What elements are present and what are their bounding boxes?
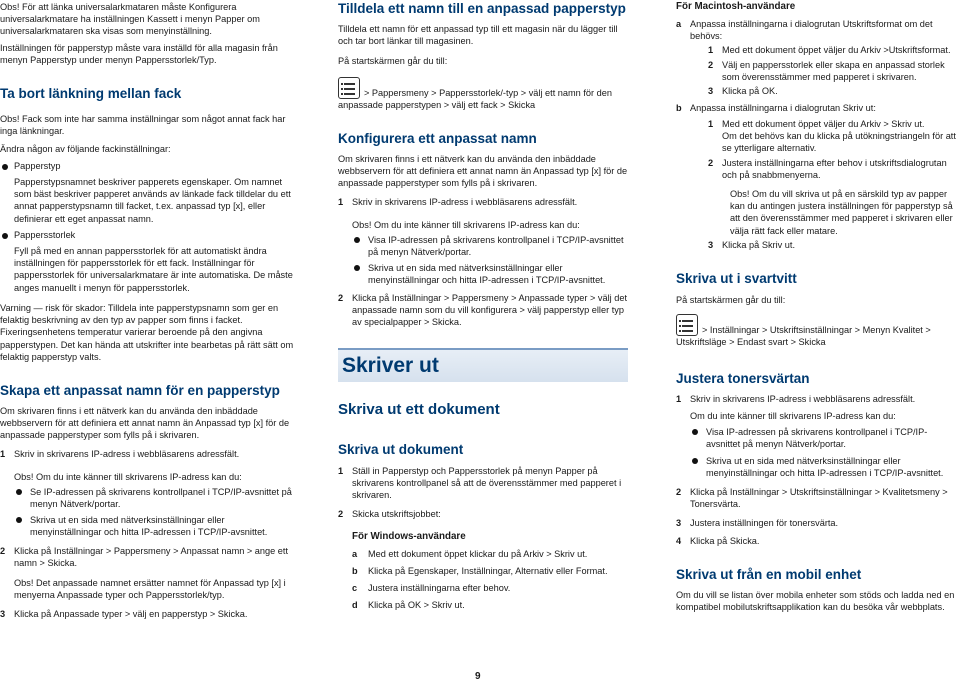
ip-bullet-2: Skriva ut en sida med nätverksinställningar eller menyinställningar och hitta IP-adressen i TCP/IP-avsnittet. — [30, 515, 268, 538]
step-number: 1 — [338, 466, 344, 476]
configure-desc: Om skrivaren finns i ett nätverk kan du använda den inbäddade webbservern för att definiera ett annat namn än Anpassad typ [x] för de anpassade papperstyper som fylls på i skrivaren. — [338, 154, 628, 189]
mac-step-a: Anpassa inställningarna i dialogrutan Utskriftsformat om det behövs: — [690, 19, 933, 42]
step-letter: a — [352, 549, 358, 559]
custom-name-desc: Om skrivaren finns i ett nätverk kan du använda den inbäddade webbservern för att definiera ett annat namn än Anpassad typ [x] för de anpassade papperstyper som fylls på i skrivaren. — [0, 406, 290, 441]
mac-step-a3: Klicka på OK. — [722, 86, 778, 96]
page-number: 9 — [475, 671, 481, 682]
windows-step-c: Justera inställningarna efter behov. — [368, 583, 511, 593]
toner-step-3: Justera inställningen för tonersvärta. — [690, 518, 839, 528]
windows-step-b: Klicka på Egenskaper, Inställningar, Alternativ eller Format. — [368, 566, 608, 576]
windows-step-a: Med ett dokument öppet klickar du på Arkiv > Skriv ut. — [368, 549, 588, 559]
mac-step-b1: Med ett dokument öppet väljer du Arkiv > Skriv ut. — [722, 119, 925, 129]
step-number: 3 — [708, 86, 714, 96]
mac-step-a2: Välj en pappersstorlek eller skapa en anpassad storlek som överensstämmer med papperet i skrivaren. — [722, 60, 945, 83]
bw-intro: På startskärmen går du till: — [676, 295, 786, 305]
bullet-paper-type: Papperstyp — [14, 161, 61, 171]
step-number: 3 — [676, 518, 682, 528]
heading-toner-darkness: Justera tonersvärtan — [676, 371, 810, 386]
mac-step-b1-note: Om det behövs kan du klicka på utökningstriangeln för att se ytterligare alternativ. — [722, 131, 956, 154]
step-number: 4 — [676, 536, 682, 546]
step-number: 2 — [708, 60, 714, 70]
change-settings-intro: Ändra någon av följande fackinställningar: — [0, 144, 171, 154]
chapter-banner — [338, 348, 628, 382]
toner-step-1: Skriv in skrivarens IP-adress i webbläsarens adressfält. — [690, 394, 916, 404]
ip-obs: Obs! Om du inte känner till skrivarens IP-adress kan du: — [352, 220, 580, 230]
warning-text: Varning — risk för skador: Tilldela inte papperstypsnamn som ger en felaktig beskrivning av den typ av papper som finns i facket. Fixeringsenhetens temperatur varierar beroende på den angivna papperstypen. Det kan hända att utskrifter inte bearbetas på rätt sätt om felaktig papperstyp valts. — [0, 303, 294, 362]
heading-print-documents: Skriva ut dokument — [338, 442, 464, 457]
ip-obs: Obs! Om du inte känner till skrivarens IP-adress kan du: — [14, 472, 242, 482]
mac-step-b3: Klicka på Skriv ut. — [722, 240, 796, 250]
heading-windows-users: För Windows-användare — [352, 531, 466, 542]
step-1-text: Skriv in skrivarens IP-adress i webbläsarens adressfält. — [14, 449, 240, 459]
windows-step-d: Klicka på OK > Skriv ut. — [368, 600, 465, 610]
step-number: 1 — [708, 119, 714, 129]
step-letter: a — [676, 19, 682, 29]
paper-size-desc: Fyll på med en annan pappersstorlek för att automatiskt ändra inställningen för pappersstorlek för ett fack. Inställningar för pappersstorlek för universalarkmatare är inte automatiska. De måste anges manuellt i menyn för pappersstorlek. — [14, 246, 293, 293]
toner-bullet-1: Visa IP-adressen på skrivarens kontrollpanel i TCP/IP-avsnittet på menyn Nätverk/portar. — [706, 427, 928, 450]
print-step-2: Skicka utskriftsjobbet: — [352, 509, 441, 519]
step-number: 1 — [0, 449, 6, 459]
heading-configure-custom-name: Konfigurera ett anpassat namn — [338, 131, 537, 146]
step-letter: b — [676, 103, 682, 113]
print-step-1: Ställ in Papperstyp och Pappersstorlek på menyn Papper på skrivarens kontrollpanel så att de överensstämmer med papperet i skrivaren. — [352, 466, 622, 501]
heading-unlink-trays: Ta bort länkning mellan fack — [0, 86, 182, 101]
mac-step-b2: Justera inställningarna efter behov i utskriftsdialogrutan och på snabbmenyerna. — [722, 158, 947, 181]
link-mpf-note: Obs! För att länka universalarkmataren måste Konfigurera universalarkmatare ha inställningen Kassett i menyn Papper om universalarkmataren ska visas som menyinställning. — [0, 2, 260, 37]
heading-print-document: Skriva ut ett dokument — [338, 401, 500, 418]
step-number: 1 — [676, 394, 682, 404]
mac-step-a1: Med ett dokument öppet väljer du Arkiv >Utskriftsformat. — [722, 45, 951, 55]
step-number: 3 — [0, 609, 6, 619]
mac-obs: Obs! Om du vill skriva ut på en särskild typ av papper kan du antingen justera inställningen för papperstyp så att den överensstämmer med papperet i skrivaren eller välja rätt fack eller matare. — [730, 189, 953, 236]
paper-type-desc: Papperstypsnamnet beskriver papperets egenskaper. Om namnet som bäst beskriver papperet används av länkade fack tilldelar du ett annat papperstypsnamn till facket, t.ex. anpassad typ [x], eller definierar ett eget anpassat namn. — [14, 177, 291, 224]
assign-desc: Tilldela ett namn för ett anpassad typ till ett magasin när du lägger till och tar bort länkar till magasinen. — [338, 24, 618, 47]
step-number: 2 — [708, 158, 714, 168]
step-2-text: Klicka på Inställningar > Pappersmeny > Anpassade typer > välj det anpassade namn som du vill konfigurera > välj papperstyp eller typ av specialpapper > Skicka. — [352, 293, 628, 328]
paper-type-note: Inställningen för papperstyp måste vara inställd för alla magasin från menyn Papperstyp under menyn Pappersstorlek/Typ. — [0, 43, 278, 66]
step-1-text: Skriv in skrivarens IP-adress i webbläsarens adressfält. — [352, 197, 578, 207]
mobile-desc: Om du vill se listan över mobila enheter som stöds och ladda ned en kompatibel mobilutskriftsapplikation kan du besöka vår webbplats. — [676, 590, 955, 613]
step-3-text: Klicka på Anpassade typer > välj en papperstyp > Skicka. — [14, 609, 248, 619]
bw-path-text: > Inställningar > Utskriftsinställningar > Menyn Kvalitet > Utskriftsläge > Endast svart > Skicka — [676, 325, 931, 348]
home-path-text: > Pappersmeny > Pappersstorlek/-typ > välj ett namn för den anpassade papperstypen > välj ett fack > Skicka — [338, 88, 612, 111]
ip-bullet-2: Skriva ut en sida med nätverksinställningar eller menyinställningar och hitta IP-adressen i TCP/IP-avsnittet. — [368, 263, 606, 286]
step-number: 2 — [676, 487, 682, 497]
toner-obs: Om du inte känner till skrivarens IP-adress kan du: — [690, 411, 896, 421]
chapter-title: Skriver ut — [342, 354, 439, 377]
custom-name-obs: Obs! Det anpassade namnet ersätter namnet för Anpassad typ [x] i menyerna Anpassade typer och Pappersstorlek/typ. — [14, 578, 286, 601]
heading-mac-users: För Macintosh-användare — [676, 1, 796, 12]
step-letter: d — [352, 600, 358, 610]
step-2-text: Klicka på Inställningar > Pappersmeny > Anpassat namn > ange ett namn > Skicka. — [14, 546, 289, 569]
step-letter: b — [352, 566, 358, 576]
step-number: 2 — [338, 509, 344, 519]
heading-assign-custom-type: Tilldela ett namn till en anpassad papperstyp — [338, 1, 626, 16]
unlink-obs: Obs! Fack som inte har samma inställningar som något annat fack har inga länkningar. — [0, 114, 286, 137]
ip-bullet-1: Se IP-adressen på skrivarens kontrollpanel i TCP/IP-avsnittet på menyn Nätverk/portar. — [30, 487, 292, 510]
mac-step-b: Anpassa inställningarna i dialogrutan Skriv ut: — [690, 103, 876, 113]
ip-bullet-1: Visa IP-adressen på skrivarens kontrollpanel i TCP/IP-avsnittet på menyn Nätverk/portar. — [368, 235, 624, 258]
heading-print-bw: Skriva ut i svartvitt — [676, 271, 797, 286]
step-number: 2 — [338, 293, 344, 303]
toner-step-2: Klicka på Inställningar > Utskriftsinställningar > Kvalitetsmeny > Tonersvärta. — [690, 487, 948, 510]
bullet-paper-size: Pappersstorlek — [14, 230, 76, 240]
step-number: 1 — [708, 45, 714, 55]
step-number: 1 — [338, 197, 344, 207]
step-letter: c — [352, 583, 358, 593]
toner-bullet-2: Skriva ut en sida med nätverksinställningar eller menyinställningar och hitta IP-adressen i TCP/IP-avsnittet. — [706, 456, 944, 479]
heading-print-mobile: Skriva ut från en mobil enhet — [676, 567, 862, 582]
step-number: 3 — [708, 240, 714, 250]
heading-create-custom-name: Skapa ett anpassat namn för en papperstyp — [0, 383, 280, 398]
step-number: 2 — [0, 546, 6, 556]
home-screen-intro: På startskärmen går du till: — [338, 56, 448, 66]
toner-step-4: Klicka på Skicka. — [690, 536, 760, 546]
